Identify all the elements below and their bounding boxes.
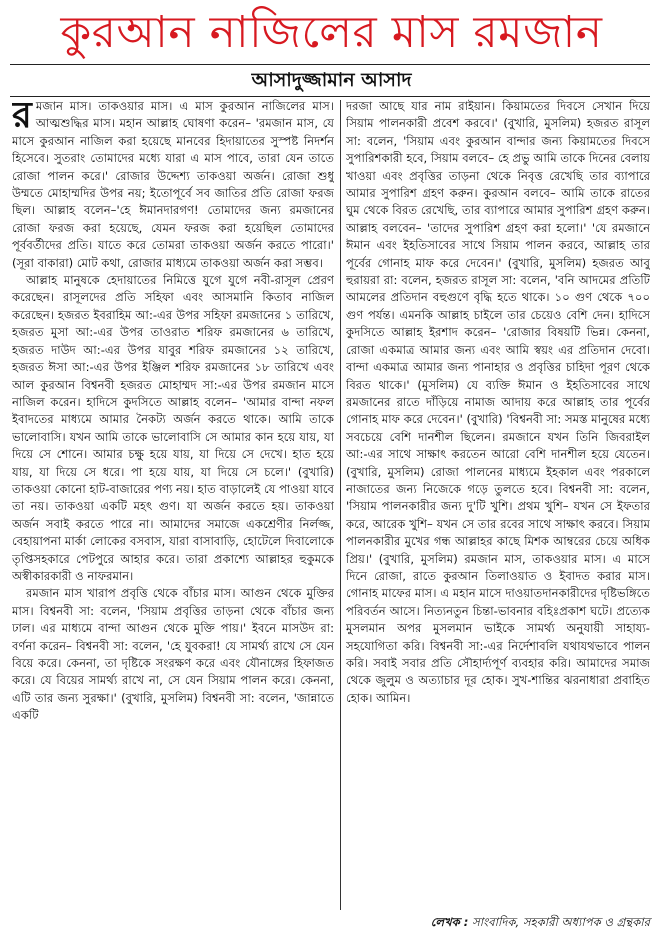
headline: কুরআন নাজিলের মাস রমজান xyxy=(60,7,603,58)
drop-cap: র xyxy=(12,98,32,136)
credit-text: সাংবাদিক, সহকারী অধ্যাপক ও গ্রন্থকার xyxy=(472,915,650,929)
credit-label: লেখক : xyxy=(430,915,469,929)
byline: আসাদুজ্জামান আসাদ xyxy=(251,69,412,91)
paragraph xyxy=(12,98,334,272)
paragraph: আল্লাহ মানুষকে হেদায়াতের নিমিত্তে যুগে যুগে নবী-রাসূল প্রেরণ করেছেন। রাসূলদের প্রতি সহিফা এবং আসমানি কিতাব নাজিল করেছেন। হজরত ইবরাহিম আ:-এর উপর সহিফা রমজানের ১ তারিখে, হজরত মুসা আ:-এর উপর তাওরাত শরিফ রমজানের ৬ তারিখে, হজরত দাউদ আ:-এর উপর যাবুর শরিফ রমজানের ১২ তারিখে, হজরত ঈসা আ:-এর উপর ইঞ্জিল শরিফ রমজানের ১৮ তারিখে এবং আল কুরআন বিশ্বনবী হজরত মোহাম্মদ সা:-এর উপর রমজান মাসে নাজিল করেন। হাদিসে কুদসিতে আল্লাহ বলেন– 'আমার বান্দা নফল ইবাদতের মাধ্যমে আমার নৈকট্য অর্জন করতে থাকে। আমি তাকে ভালোবাসি। যখন আমি তাকে ভালোবাসি সে আমার কান হয়ে যায়, যা দিয়ে সে শোনে। আমার চক্ষু হয়ে যায়, যা দিয়ে সে দেখে। হাত হয়ে যায়, যা দিয়ে সে ধরে। পা হয়ে যায়, যা দিয়ে সে চলে।' (বুখারি) তাকওয়া কোনো হাট-বাজারের পণ্য নয়। হাত বাড়ালেই যে পাওয়া যাবে তা নয়। তাকওয়া একটি মহৎ গুণ। যা অর্জন করতে হয়। তাকওয়া অর্জন সবাই করতে পারে না। আমাদের সমাজে একশ্রেণীর নির্লজ্জ, বেহায়াপনা মার্কা লোকের বসবাস, যারা বাসাবাড়ি, হোটেলে দিবালোকে তৃপ্তিসহকারে পেটপুরে আহার করে। তারা প্রকাশ্যে আল্লাহর হুকুমকে অস্বীকারকারী ও নাফরমান। xyxy=(12,273,334,583)
paragraph: দরজা আছে যার নাম রাইয়ান। কিয়ামতের দিবসে সেখান দিয়ে সিয়াম পালনকারী প্রবেশ করবে।' (বুখারি, মুসলিম) হজরত রাসূল সা: বলেন, 'সিয়াম এবং কুরআন বান্দার জন্য কিয়ামতের দিবসে সুপারিশকারী হবে, সিয়াম বলবে– হে প্রভু আমি তাকে দিনের বেলায় খাওয়া এবং প্রবৃত্তির তাড়না থেকে নিবৃত্ত রেখেছি তার ব্যাপারে আমার সুপারিশ গ্রহণ করুন। কুরআন বলবে– আমি তাকে রাতের ঘুম থেকে বিরত রেখেছি, তার ব্যাপারে আমার সুপারিশ গ্রহণ করুন। আল্লাহ বলবেন– 'তাদের সুপারিশ গ্রহণ করা হলো।' 'যে রমজানে ঈমান এবং ইহতিসাবের সাথে সিয়াম পালন করবে, আল্লাহ তার পূর্বের গোনাহ মাফ করে দেবেন।' (বুখারি, মুসলিম) হজরত আবু হুরায়রা রা: বলেন, হজরত রাসূল সা: বলেন, 'বনি আদমের প্রতিটি আমলের প্রতিদান বহুগুণে বৃদ্ধি হতে থাকে। ১০ গুণ থেকে ৭০০ গুণ পর্যন্ত। এমনকি আল্লাহ চাইলে তার চেয়েও বেশি দেন। হাদিসে কুদসিতে আল্লাহ ইরশাদ করেন– 'রোজার বিষয়টি ভিন্ন। কেননা, রোজা একমাত্র আমার জন্য এবং আমি স্বয়ং এর প্রতিদান দেবো। বান্দা একমাত্র আমার জন্য পানাহার ও প্রবৃত্তির চাহিদা পূরণ থেকে বিরত থাকে।' (মুসলিম) যে ব্যক্তি ঈমান ও ইহতিসাবের সাথে রমজানের রাতে দাঁড়িয়ে নামাজ আদায় করে আল্লাহ তার পূর্বের গোনাহ মাফ করে দেবেন।' (বুখারি) 'বিশ্বনবী সা: সমস্ত মানুষের মধ্যে সবচেয়ে বেশি দানশীল ছিলেন। রমজানে যখন তিনি জিবরাইল আ:-এর সাথে সাক্ষাৎ করতেন আরো বেশি দানশীল হয়ে যেতেন। (বুখারি, মুসলিম) রোজা পালনের মাধ্যমে ইহকাল এবং পরকালে নাজাতের জন্য নিজেকে গড়ে তুলতে হবে। বিশ্বনবী সা: বলেন, 'সিয়াম পালনকারীর জন্য দু'টি খুশি। প্রথম খুশি– যখন সে ইফতার করে, আরেক খুশি– যখন সে তার রবের সাথে সাক্ষাৎ করবে। সিয়াম পালনকারীর মুখের গন্ধ আল্লাহর কাছে মিশক আম্বরের চেয়ে অধিক প্রিয়।' (বুখারি, মুসলিম) রমজান মাস, তাকওয়ার মাস। এ মাসে দিনে রোজা, রাতে কুরআন তিলাওয়াত ও ইবাদত করার মাস। গোনাহ মাফের মাস। এ মহান মাসে দাওয়াতদানকারীদের দৃষ্টিভঙ্গিতে পরিবর্তন আসে। নিত্যনতুন চিন্তা-ভাবনার বহিঃপ্রকাশ ঘটে। প্রত্যেক মুসলমান অপর মুসলমান ভাইকে সামর্থ্য অনুযায়ী সাহায্য-সহযোগিতা করি। বিশ্বনবী সা:-এর নির্দেশাবলি যথাযথভাবে পালন করি। সবাই সবার প্রতি সৌহার্দ্যপূর্ণ ব্যবহার করি। আমাদের সমাজ থেকে জুলুম ও অত্যাচার দূর হোক। সুখ-শান্তির ঝরনাধারা প্রবাহিত হোক। আমিন। xyxy=(346,99,650,705)
byline-rule xyxy=(10,96,650,97)
paragraph-text: মজান মাস। তাকওয়ার মাস। এ মাস কুরআন নাজিলের মাস। আত্মশুদ্ধির মাস। মহান আল্লাহ ঘোষণা করেন– 'রমজান মাস, যে মাসে কুরআন নাজিল করা হয়েছে মানবের হিদায়াতের সুস্পষ্ট নিদর্শন হিসেবে। সুতরাং তোমাদের মধ্যে যারা এ মাস পাবে, তারা যেন তাতে রোজা পালন করে।' রোজার উদ্দেশ্য তাকওয়া অর্জন। রোজা শুধু উম্মতে মোহাম্মদির উপর নয়; ইতোপূর্বে সব জাতির প্রতি রোজা ফরজ ছিল। আল্লাহ বলেন–'হে ঈমানদারগণ! তোমাদের জন্য রমজানের রোজা ফরজ করা হয়েছে, যেমন ফরজ করা হয়েছিল তোমাদের পূর্ববর্তীদের প্রতি। যাতে করে তোমরা তাকওয়া অর্জন করতে পারো।' (সূরা বাকারা) মোট কথা, রোজার মাধ্যমে তাকওয়া অর্জন করা সম্ভব। xyxy=(12,99,334,270)
headline-rule xyxy=(10,64,650,65)
author-credit xyxy=(346,912,650,932)
article-column-left xyxy=(12,98,334,913)
column-divider xyxy=(340,100,341,910)
article-column-right xyxy=(346,98,650,913)
paragraph: রমজান মাস খারাপ প্রবৃত্তি থেকে বাঁচার মাস। আগুন থেকে মুক্তির মাস। বিশ্বনবী সা: বলেন, 'সিয়াম প্রবৃত্তির তাড়না থেকে বাঁচার জন্য ঢাল। এর মাধ্যমে বান্দা আগুন থেকে মুক্তি পায়।' ইবনে মাসউদ রা: বর্ণনা করেন– বিশ্বনবী সা: বলেন, 'হে যুবকরা! যে সামর্থ্য রাখে সে যেন বিয়ে করে। কেননা, তা দৃষ্টিকে সংরক্ষণ করে এবং যৌনাঙ্গের হিফাজত করে। যে বিয়ের সামর্থ্য রাখে না, সে যেন সিয়াম পালন করে। কেননা, এটি তার জন্য সুরক্ষা।' (বুখারি, মুসলিম) বিশ্বনবী সা: বলেন, 'জান্নাতে একটি xyxy=(12,586,334,723)
